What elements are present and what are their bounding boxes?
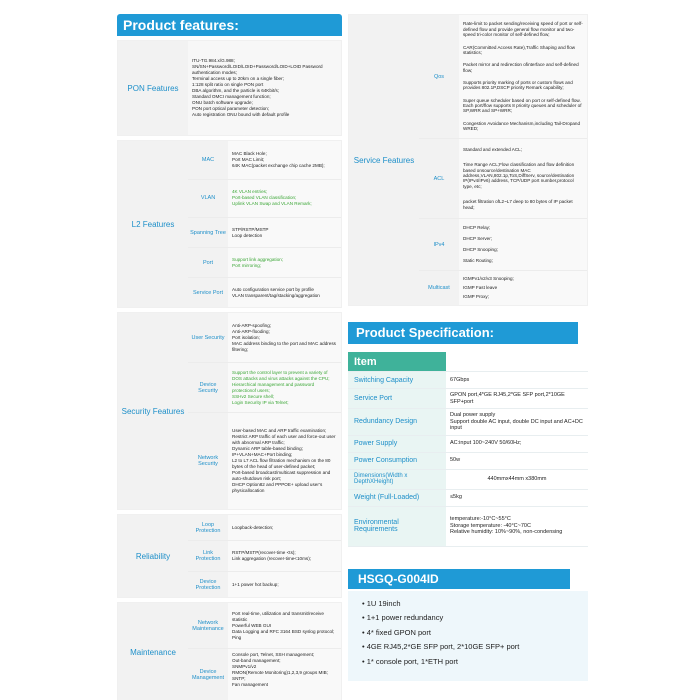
spec-value-line: Relative humidity: 10%~90%, non-condensing (450, 529, 563, 536)
spec-value-line: Dual power supply (450, 412, 496, 418)
device-protection-title: Device Protection (188, 572, 228, 597)
spec-key: Dimensions(Width x DepthXHeight) (348, 470, 446, 489)
model-feature-item: • 1+1 power redundancy (362, 611, 580, 626)
spec-key: Power Consumption (348, 453, 446, 469)
qos-line: Supports priority marking of ports or custom flows and provides 802.1P,DSCP priority Remark capability; (463, 79, 573, 91)
acl-body (459, 139, 587, 218)
mac-body (228, 141, 341, 179)
vlan-line: 4K VLAN entries; (232, 189, 268, 195)
spanning-line: Loop detection (232, 232, 263, 238)
ipv4-line: DHCP Snooping; (463, 247, 498, 253)
model-header: HSGQ-G004ID (348, 569, 570, 589)
maintenance-title: Maintenance (118, 603, 188, 700)
network-security-row (188, 413, 341, 509)
spec-value-line: GPON port,4*GE RJ45,2*GE SFP port,2*10GE SFP+port (450, 392, 565, 405)
acl-line: Time Range ACL;Flow classification and flow definition based onsource/destination MAC address,VLAN,802.1p,ToS,DiffServ, source/destination IP(IPv4/IPv6) address, TCP/UDP port number,protocol type, etc; (463, 162, 575, 189)
spec-row-power-consumption (348, 453, 588, 470)
network-security-line: Port-based broadcast/multicast suppression and auto-shutdown risk port; (232, 470, 331, 481)
multicast-title: Multicast (419, 271, 459, 305)
service-features-title: Service Features (349, 15, 419, 305)
reliability-title: Reliability (118, 515, 188, 597)
user-security-body (228, 313, 341, 362)
spec-value-line: temperature:-10°C~55°C (450, 516, 511, 523)
qos-line: Rate-limit to packet sending/receiving speed of port or self-defined flow and provide general flow monitor and two-speed tri-color monitor of self-defined flow; (463, 21, 583, 38)
multicast-row (419, 271, 587, 305)
mac-title: MAC (188, 141, 228, 179)
qos-line: Packet mirror and redirection ofinterface and self-defined flow; (463, 62, 579, 73)
link-line: Link aggregation (recover-time<10ms); (232, 556, 312, 561)
spec-key: Environmental Requirements (348, 507, 446, 546)
qos-body (459, 15, 587, 138)
spec-row-dimensions (348, 470, 588, 490)
spec-row-service-port (348, 389, 588, 409)
spec-value (446, 507, 588, 546)
spec-value (446, 490, 588, 506)
device-protection-line: 1+1 power hot backup; (232, 581, 279, 587)
l2-features-title: L2 Features (118, 141, 188, 307)
spanning-tree-body (228, 218, 341, 247)
security-features-title: Security Features (118, 313, 188, 509)
network-maintenance-line: Port real-time, utilization and transmit/receive statistic (232, 610, 324, 622)
spanning-tree-title: Spanning Tree (188, 218, 228, 247)
device-security-line: Support the control layer to prevent a variety of DOS attacks and virus attacks against the CPU; (232, 369, 330, 381)
mac-row (188, 141, 341, 180)
maintenance-body (188, 603, 341, 700)
device-security-line: Login Security IP via Telnet; (232, 399, 289, 405)
security-features-section (117, 312, 342, 510)
pon-line: Standard OMCI management function; (192, 94, 271, 99)
link-protection-row (188, 541, 341, 572)
port-line: Support link aggregation; (232, 256, 284, 262)
ipv4-title: IPv4 (419, 219, 459, 270)
ipv4-line: DHCP Relay; (463, 224, 491, 230)
network-security-line: DHCP Option82 and PPPOE+ upload user’s physicallocation (232, 482, 323, 493)
spec-value-line: ≤5kg (450, 494, 462, 501)
link-protection-title: Link Protection (188, 541, 228, 571)
service-port-body (228, 278, 341, 307)
pon-line: Auto registration ONU bound with default profile (192, 112, 290, 117)
device-management-line: Fan management (232, 682, 269, 687)
loop-line: Loopback-detection; (232, 524, 274, 530)
device-security-body (228, 363, 341, 412)
spec-row-weight (348, 490, 588, 507)
spec-table (348, 352, 588, 547)
ipv4-body (459, 219, 587, 270)
spec-value (446, 436, 588, 452)
spec-row-switching-capacity (348, 372, 588, 389)
network-security-line: Restrict ARP traffic of each user and force-out user with abnormal ARP traffic; (232, 434, 336, 445)
pon-line: SN/SN+Password/LOID/LOID+Password/LOID+LOID Password authentication modes; (192, 64, 323, 75)
qos-line: Congestion Avoidance Mechanism,including Tail-Dropand WRED; (463, 120, 581, 132)
multicast-line: IGMPv1/v2/v3 Snooping; (463, 275, 514, 281)
vlan-row (188, 180, 341, 219)
device-security-line: SSHv2 Secure shell; (232, 393, 275, 399)
spanning-line: STP/RSTP/MSTP (232, 226, 269, 232)
reliability-body (188, 515, 341, 597)
network-security-line: User-based MAC and ARP traffic examination; (232, 428, 327, 433)
model-feature-item: • 1U 19inch (362, 597, 580, 612)
service-port-line: Auto configuration service port by profile (232, 286, 314, 292)
service-port-row (188, 278, 341, 307)
port-title: Port (188, 248, 228, 277)
qos-line: Super queue scheduler based on port or self-defined flow. Each port/flow supports 8 priority queues and scheduler of SP,WRR and SP+WRR; (463, 97, 582, 114)
user-security-title: User Security (188, 313, 228, 362)
qos-row (419, 15, 587, 139)
vlan-body (228, 180, 341, 218)
spec-key: Redundancy Design (348, 409, 446, 435)
loop-protection-body (228, 515, 341, 540)
spec-key: Power Supply (348, 436, 446, 452)
ipv4-line: Static Routing; (463, 258, 493, 264)
l2-features-section (117, 140, 342, 308)
vlan-line: Uplink VLAN Swap and VLAN Remark; (232, 201, 312, 207)
network-maintenance-body (228, 603, 341, 648)
acl-line: packet filtration ofL2~L7 deep to 80 bytes of IP packet head; (463, 199, 573, 210)
device-management-body (228, 649, 341, 700)
model-feature-item: • 4* fixed GPON port (362, 626, 580, 641)
loop-protection-row (188, 515, 341, 541)
acl-line: Standard and extended ACL; (463, 146, 522, 152)
device-security-line: Hierarchical management and password protectionof users; (232, 381, 315, 393)
qos-line: CAR(Committed Access Rate),Traffic Shaping and flow statistics; (463, 44, 576, 55)
link-protection-body (228, 541, 341, 571)
spec-value-line: AC:input 100~240V 50/60Hz; (450, 440, 522, 447)
spec-key: Switching Capacity (348, 372, 446, 388)
spec-value-line: 440mmx44mm x380mm (487, 475, 547, 482)
spanning-tree-row (188, 218, 341, 248)
spec-item-row (348, 352, 588, 372)
pon-line: 1:128 split ratio on single PON port (192, 82, 264, 87)
product-features-column (117, 14, 342, 700)
pon-line: DBA algorithm, and the particle is 64Kbit/s; (192, 88, 280, 93)
network-maintenance-line: Powerful WEB GUI (232, 622, 272, 628)
device-management-line: RMON(Remote Monitoring)1,2,3,9 groups MIB; (232, 670, 328, 675)
network-maintenance-row (188, 603, 341, 649)
l2-features-body (188, 141, 341, 307)
device-management-line: SNMPv1/v2 (232, 664, 257, 669)
spec-value (446, 389, 588, 408)
port-line: Port mirroring; (232, 262, 262, 268)
device-management-row (188, 649, 341, 700)
network-maintenance-title: Network Maintenance (188, 603, 228, 648)
user-security-line: MAC address binding to the port and MAC address filtering; (232, 340, 336, 352)
device-management-line: Out-band management; (232, 658, 281, 663)
ipv4-line: DHCP Server; (463, 235, 493, 241)
mac-line: 64K MAC(packet exchange chip cache 2MB); (232, 162, 325, 168)
link-line: RSTP/MSTP(recover-time <ts); (232, 550, 296, 555)
spec-value-line: Storage temperature: -40°C~70C (450, 522, 531, 529)
maintenance-section (117, 602, 342, 700)
spec-row-redundancy (348, 409, 588, 436)
multicast-line: IGMP Fast leave (463, 284, 498, 290)
spec-value-line: 67Gbps (450, 376, 470, 383)
user-security-line: Anti-ARP-spoofing; (232, 322, 272, 328)
reliability-section (117, 514, 342, 598)
acl-title: ACL (419, 139, 459, 218)
service-features-body (419, 15, 587, 305)
service-features-section (348, 14, 588, 306)
mac-line: MAC Black Hole; (232, 150, 267, 156)
mac-line: Port MAC Limit; (232, 156, 265, 162)
ipv4-row (419, 219, 587, 271)
spec-value-line: Support double AC input, double DC input and AC+DC input (450, 418, 583, 431)
right-column (348, 14, 588, 681)
pon-line: PON port optical parameter detection; (192, 106, 270, 111)
device-security-row (188, 363, 341, 413)
user-security-line: Port isolation; (232, 334, 260, 340)
device-security-title: Device Security (188, 363, 228, 412)
port-row (188, 248, 341, 278)
device-management-line: SNTP; (232, 676, 246, 681)
pon-line: ITU-TG.984.x/G.988; (192, 58, 235, 63)
model-feature-item: • 4GE RJ45,2*GE SFP port, 2*10GE SFP+ port (362, 640, 580, 655)
port-body (228, 248, 341, 277)
pon-features-body (188, 41, 341, 135)
multicast-body (459, 271, 587, 305)
qos-title: Qos (419, 15, 459, 138)
model-feature-item: • 1* console port, 1*ETH port (362, 655, 580, 670)
spec-value-line: 50w (450, 457, 461, 464)
multicast-line: IGMP Proxy; (463, 294, 489, 300)
model-feature-list (348, 591, 588, 682)
device-management-line: Console port, Telnet, SSH management; (232, 652, 315, 657)
vlan-title: VLAN (188, 180, 228, 218)
service-port-line: VLAN transparent/tag/stacking/aggregation (232, 292, 320, 298)
security-features-body (188, 313, 341, 509)
spec-row-power-supply (348, 436, 588, 453)
device-protection-row (188, 572, 341, 597)
spec-value (446, 453, 588, 469)
network-security-line: IP+VLAN+MAC+Port binding; (232, 452, 293, 457)
spec-value (446, 409, 588, 435)
acl-row (419, 139, 587, 219)
product-spec-header: Product Specification: (348, 322, 578, 344)
user-security-row (188, 313, 341, 363)
pon-line: Terminal access up to 20km on a single fiber; (192, 76, 284, 81)
device-management-title: Device Management (188, 649, 228, 700)
network-security-body (228, 413, 341, 509)
pon-line: ONU batch software upgrade; (192, 100, 253, 105)
product-features-header: Product features: (117, 14, 342, 36)
spec-value (446, 470, 588, 489)
loop-protection-title: Loop Protection (188, 515, 228, 540)
spec-item-value: HSGQ-G004ID (446, 352, 588, 371)
spec-key: Service Port (348, 389, 446, 408)
spec-value (446, 372, 588, 388)
service-port-title: Service Port (188, 278, 228, 307)
network-maintenance-line: Ping (232, 634, 242, 640)
spec-row-environment (348, 507, 588, 547)
network-security-line: L2 to L7 ACL flow filtration mechanism on the 80 bytes of the head of user-defined packet; (232, 458, 331, 469)
spec-item-label: Item (354, 355, 377, 368)
vlan-line: Port-based VLAN classification; (232, 195, 297, 201)
device-protection-body (228, 572, 341, 597)
network-maintenance-line: Data Logging and RFC 3164 BSD syslog protocol; (232, 628, 335, 634)
network-security-title: Network Security (188, 413, 228, 509)
pon-features-section (117, 40, 342, 136)
spec-key: Weight (Full-Loaded) (348, 490, 446, 506)
network-security-line: Dynamic ARP table-based binding; (232, 446, 303, 451)
user-security-line: Anti-ARP-flooding; (232, 328, 270, 334)
pon-features-title: PON Features (118, 41, 188, 135)
